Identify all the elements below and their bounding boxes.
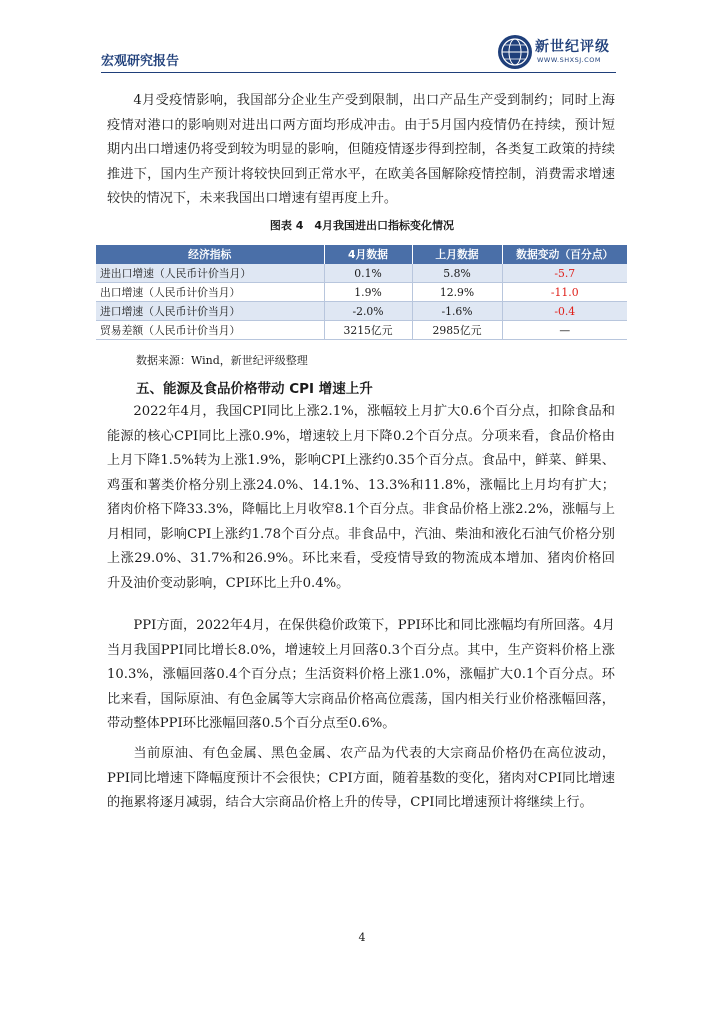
cell-change: -11.0 <box>502 283 627 302</box>
section-heading: 五、能源及食品价格带动 CPI 增速上升 <box>136 381 373 397</box>
cell-indicator: 进口增速（人民币计价当月） <box>96 302 324 321</box>
cell-april: 0.1% <box>324 264 412 283</box>
header-indicator: 经济指标 <box>96 245 324 264</box>
header-prev-month: 上月数据 <box>412 245 502 264</box>
cell-change: -0.4 <box>502 302 627 321</box>
header-april: 4月数据 <box>324 245 412 264</box>
cell-change: — <box>502 321 627 340</box>
cell-prev-month: 12.9% <box>412 283 502 302</box>
cell-april: -2.0% <box>324 302 412 321</box>
paragraph-outlook: 当前原油、有色金属、黑色金属、农产品为代表的大宗商品价格仍在高位波动，PPI同比增速下降幅度预计不会很快；CPI方面，随着基数的变化，猪肉对CPI同比增速的拖累将逐月减弱，结合大宗商品价格上升的传导，CPI同比增速预计将继续上行。 <box>107 746 615 810</box>
logo-emblem-icon <box>497 34 533 70</box>
data-source-note: 数据来源：Wind，新世纪评级整理 <box>136 354 308 367</box>
header-divider <box>101 72 616 73</box>
chart-caption: 图表 4 4月我国进出口指标变化情况 <box>269 219 455 232</box>
paragraph-ppi: PPI方面，2022年4月，在保供稳价政策下，PPI环比和同比涨幅均有所回落。4月当月我国PPI同比增长8.0%，增速较上月回落0.3个百分点。其中，生产资料价格上涨10.3%，涨幅回落0.4个百分点；生活资料价格上涨1.0%，涨幅扩大0.1个百分点。环比来看，国际原油、有色金属等大宗商品价格高位震荡，国内相关行业价格涨幅回落，带动整体PPI环比涨幅回落0.5个百分点至0.6%。 <box>107 618 615 731</box>
cell-indicator: 出口增速（人民币计价当月） <box>96 283 324 302</box>
cell-prev-month: 5.8% <box>412 264 502 283</box>
paragraph-export-outlook: 4月受疫情影响，我国部分企业生产受到限制，出口产品生产受到制约；同时上海疫情对港口的影响则对进出口两方面均形成冲击。由于5月国内疫情仍在持续，预计短期内出口增速仍将受到较为明显的影响，但随疫情逐步得到控制，各类复工政策的持续推进下，国内生产预计将较快回到正常水平，在欧美各国解除疫情控制，消费需求增速较快的情况下，未来我国出口增速有望再度上升。 <box>107 93 615 206</box>
table-row <box>96 321 627 340</box>
company-logo <box>497 32 632 74</box>
header-change: 数据变动（百分点） <box>502 245 627 264</box>
report-type-title: 宏观研究报告 <box>101 54 180 69</box>
trade-indicators-table <box>96 245 627 340</box>
logo-url: WWW.SHXSJ.COM <box>537 56 601 64</box>
cell-april: 3215亿元 <box>324 321 412 340</box>
table-row <box>96 302 627 321</box>
paragraph-cpi: 2022年4月，我国CPI同比上涨2.1%，涨幅较上月扩大0.6个百分点，扣除食品和能源的核心CPI同比上涨0.9%，增速较上月下降0.2个百分点。分项来看，食品价格由上月下降1.5%转为上涨1.9%，影响CPI上涨约0.35个百分点。食品中，鲜菜、鲜果、鸡蛋和薯类价格分别上涨24.0%、14.1%、13.3%和11.8%，涨幅比上月均有扩大；猪肉价格下降33.3%，降幅比上月收窄8.1个百分点。非食品价格上涨2.2%，涨幅与上月相同，影响CPI上涨约1.78个百分点。非食品中，汽油、柴油和液化石油气价格分别上涨29.0%、31.7%和26.9%。环比来看，受疫情导致的物流成本增加、猪肉价格回升及油价变动影响，CPI环比上升0.4%。 <box>107 404 615 591</box>
cell-april: 1.9% <box>324 283 412 302</box>
cell-indicator: 贸易差额（人民币计价当月） <box>96 321 324 340</box>
table-header-row <box>96 245 627 264</box>
cell-change: -5.7 <box>502 264 627 283</box>
cell-prev-month: 2985亿元 <box>412 321 502 340</box>
table-row <box>96 264 627 283</box>
cell-indicator: 进出口增速（人民币计价当月） <box>96 264 324 283</box>
page-number: 4 <box>358 931 366 944</box>
table-row <box>96 283 627 302</box>
cell-prev-month: -1.6% <box>412 302 502 321</box>
logo-name: 新世纪评级 <box>535 39 610 55</box>
